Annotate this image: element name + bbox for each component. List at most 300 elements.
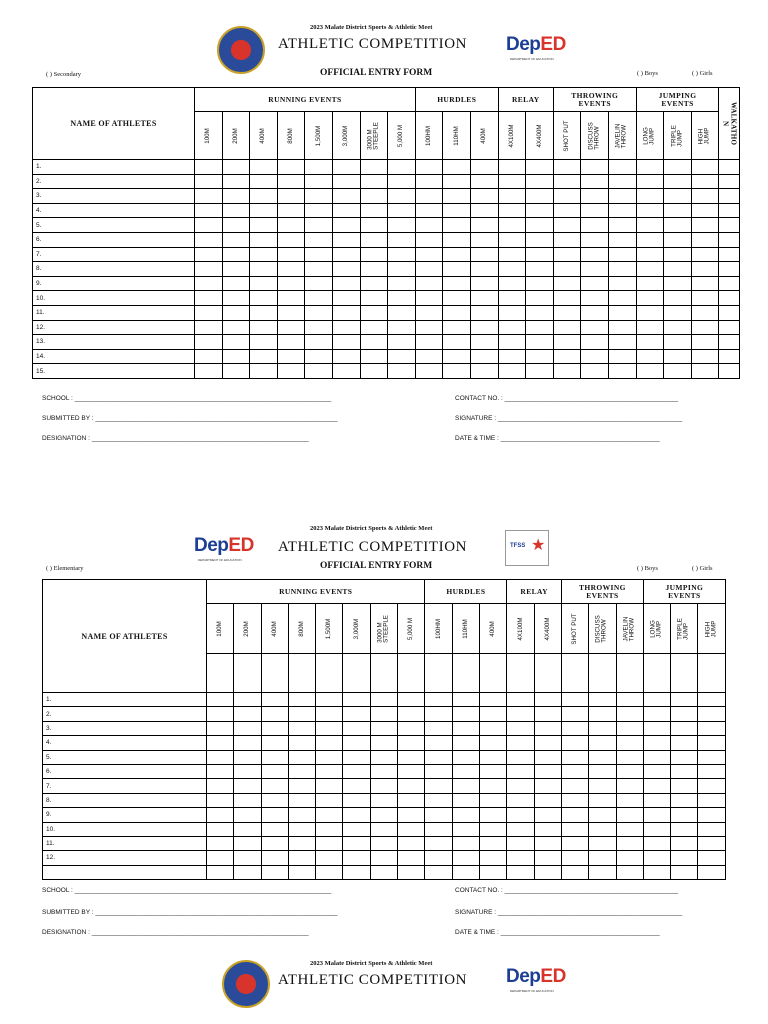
event-entry-cell[interactable] xyxy=(526,203,554,218)
event-entry-cell[interactable] xyxy=(452,851,479,865)
event-entry-cell[interactable] xyxy=(691,160,719,175)
event-entry-cell[interactable] xyxy=(316,764,343,778)
event-entry-cell[interactable] xyxy=(443,276,471,291)
designation-field[interactable]: DESIGNATION : ____________________________________________________________ xyxy=(42,929,309,936)
event-entry-cell[interactable] xyxy=(643,822,670,836)
event-entry-cell[interactable] xyxy=(443,174,471,189)
athlete-name-cell[interactable]: 8. xyxy=(33,262,195,277)
event-entry-cell[interactable] xyxy=(316,822,343,836)
event-entry-cell[interactable] xyxy=(636,364,664,379)
event-entry-cell[interactable] xyxy=(305,160,333,175)
event-entry-cell[interactable] xyxy=(526,232,554,247)
event-entry-cell[interactable] xyxy=(643,750,670,764)
girls-option[interactable]: ( ) Girls xyxy=(692,565,713,572)
event-entry-cell[interactable] xyxy=(370,707,397,721)
event-entry-cell[interactable] xyxy=(691,291,719,306)
event-entry-cell[interactable] xyxy=(589,865,616,879)
event-entry-cell[interactable] xyxy=(360,320,388,335)
event-entry-cell[interactable] xyxy=(526,320,554,335)
event-entry-cell[interactable] xyxy=(234,836,261,850)
event-entry-cell[interactable] xyxy=(507,707,534,721)
event-entry-cell[interactable] xyxy=(207,750,234,764)
event-entry-cell[interactable] xyxy=(195,291,223,306)
event-entry-cell[interactable] xyxy=(609,291,637,306)
event-entry-cell[interactable] xyxy=(415,305,443,320)
event-entry-cell[interactable] xyxy=(222,232,250,247)
event-entry-cell[interactable] xyxy=(664,247,692,262)
event-entry-cell[interactable] xyxy=(370,764,397,778)
event-entry-cell[interactable] xyxy=(398,721,425,735)
event-entry-cell[interactable] xyxy=(561,808,588,822)
event-entry-cell[interactable] xyxy=(561,851,588,865)
event-entry-cell[interactable] xyxy=(471,349,499,364)
event-entry-cell[interactable] xyxy=(261,693,288,707)
boys-option[interactable]: ( ) Boys xyxy=(637,70,658,77)
event-entry-cell[interactable] xyxy=(561,764,588,778)
event-entry-cell[interactable] xyxy=(507,808,534,822)
event-entry-cell[interactable] xyxy=(250,174,278,189)
event-entry-cell[interactable] xyxy=(664,174,692,189)
athlete-name-cell[interactable]: 15. xyxy=(33,364,195,379)
event-entry-cell[interactable] xyxy=(195,189,223,204)
event-entry-cell[interactable] xyxy=(471,218,499,233)
event-entry-cell[interactable] xyxy=(636,189,664,204)
event-entry-cell[interactable] xyxy=(207,707,234,721)
event-entry-cell[interactable] xyxy=(222,174,250,189)
event-entry-cell[interactable] xyxy=(526,160,554,175)
event-entry-cell[interactable] xyxy=(526,276,554,291)
athlete-name-cell[interactable]: 5. xyxy=(43,750,207,764)
event-entry-cell[interactable] xyxy=(234,707,261,721)
event-entry-cell[interactable] xyxy=(425,865,452,879)
event-entry-cell[interactable] xyxy=(589,736,616,750)
event-entry-cell[interactable] xyxy=(452,707,479,721)
event-entry-cell[interactable] xyxy=(452,750,479,764)
event-entry-cell[interactable] xyxy=(616,736,643,750)
event-entry-cell[interactable] xyxy=(234,851,261,865)
event-entry-cell[interactable] xyxy=(316,721,343,735)
event-entry-cell[interactable] xyxy=(250,349,278,364)
date-time-field[interactable]: DATE & TIME : ____________________________________________ xyxy=(455,435,660,442)
event-entry-cell[interactable] xyxy=(480,851,507,865)
event-entry-cell[interactable] xyxy=(360,189,388,204)
event-entry-cell[interactable] xyxy=(691,276,719,291)
athlete-name-cell[interactable]: 7. xyxy=(33,247,195,262)
event-entry-cell[interactable] xyxy=(471,160,499,175)
athlete-name-cell[interactable]: 12. xyxy=(33,320,195,335)
event-entry-cell[interactable] xyxy=(581,349,609,364)
event-entry-cell[interactable] xyxy=(360,276,388,291)
event-entry-cell[interactable] xyxy=(526,247,554,262)
event-entry-cell[interactable] xyxy=(471,305,499,320)
event-entry-cell[interactable] xyxy=(343,779,370,793)
event-entry-cell[interactable] xyxy=(316,836,343,850)
event-entry-cell[interactable] xyxy=(581,335,609,350)
event-entry-cell[interactable] xyxy=(471,232,499,247)
event-entry-cell[interactable] xyxy=(534,736,561,750)
event-entry-cell[interactable] xyxy=(498,174,526,189)
event-entry-cell[interactable] xyxy=(288,793,315,807)
event-entry-cell[interactable] xyxy=(480,707,507,721)
event-entry-cell[interactable] xyxy=(553,349,581,364)
event-entry-cell[interactable] xyxy=(415,320,443,335)
event-entry-cell[interactable] xyxy=(616,750,643,764)
event-entry-cell[interactable] xyxy=(719,174,740,189)
event-entry-cell[interactable] xyxy=(222,160,250,175)
event-entry-cell[interactable] xyxy=(553,189,581,204)
event-entry-cell[interactable] xyxy=(360,160,388,175)
event-entry-cell[interactable] xyxy=(719,320,740,335)
event-entry-cell[interactable] xyxy=(195,320,223,335)
event-entry-cell[interactable] xyxy=(277,247,305,262)
event-entry-cell[interactable] xyxy=(643,764,670,778)
event-entry-cell[interactable] xyxy=(498,160,526,175)
event-entry-cell[interactable] xyxy=(643,851,670,865)
event-entry-cell[interactable] xyxy=(664,203,692,218)
event-entry-cell[interactable] xyxy=(534,808,561,822)
event-entry-cell[interactable] xyxy=(360,291,388,306)
event-entry-cell[interactable] xyxy=(222,247,250,262)
event-entry-cell[interactable] xyxy=(664,364,692,379)
event-entry-cell[interactable] xyxy=(616,822,643,836)
event-entry-cell[interactable] xyxy=(343,693,370,707)
event-entry-cell[interactable] xyxy=(698,865,725,879)
event-entry-cell[interactable] xyxy=(616,721,643,735)
event-entry-cell[interactable] xyxy=(388,189,416,204)
event-entry-cell[interactable] xyxy=(534,865,561,879)
event-entry-cell[interactable] xyxy=(636,320,664,335)
event-entry-cell[interactable] xyxy=(277,218,305,233)
event-entry-cell[interactable] xyxy=(305,247,333,262)
athlete-name-cell[interactable]: 10. xyxy=(43,822,207,836)
event-entry-cell[interactable] xyxy=(388,305,416,320)
submitted-by-field[interactable]: SUBMITTED BY : ___________________________________________________________________ xyxy=(42,909,338,916)
event-entry-cell[interactable] xyxy=(195,276,223,291)
event-entry-cell[interactable] xyxy=(234,808,261,822)
event-entry-cell[interactable] xyxy=(671,721,698,735)
event-entry-cell[interactable] xyxy=(195,174,223,189)
event-entry-cell[interactable] xyxy=(360,262,388,277)
event-entry-cell[interactable] xyxy=(343,822,370,836)
event-entry-cell[interactable] xyxy=(616,764,643,778)
event-entry-cell[interactable] xyxy=(609,232,637,247)
event-entry-cell[interactable] xyxy=(222,203,250,218)
athlete-name-cell[interactable]: 1. xyxy=(43,693,207,707)
event-entry-cell[interactable] xyxy=(498,349,526,364)
event-entry-cell[interactable] xyxy=(471,364,499,379)
event-entry-cell[interactable] xyxy=(207,721,234,735)
event-entry-cell[interactable] xyxy=(388,160,416,175)
event-entry-cell[interactable] xyxy=(316,693,343,707)
event-entry-cell[interactable] xyxy=(526,305,554,320)
event-entry-cell[interactable] xyxy=(471,262,499,277)
event-entry-cell[interactable] xyxy=(643,736,670,750)
event-entry-cell[interactable] xyxy=(698,736,725,750)
event-entry-cell[interactable] xyxy=(719,335,740,350)
event-entry-cell[interactable] xyxy=(288,707,315,721)
event-entry-cell[interactable] xyxy=(305,218,333,233)
event-entry-cell[interactable] xyxy=(498,335,526,350)
event-entry-cell[interactable] xyxy=(398,736,425,750)
athlete-name-cell[interactable]: 6. xyxy=(43,764,207,778)
event-entry-cell[interactable] xyxy=(234,721,261,735)
contact-field[interactable]: CONTACT NO. : ________________________________________________ xyxy=(455,887,679,894)
elementary-option[interactable]: ( ) Elementary xyxy=(46,565,84,572)
event-entry-cell[interactable] xyxy=(589,693,616,707)
event-entry-cell[interactable] xyxy=(561,750,588,764)
event-entry-cell[interactable] xyxy=(316,793,343,807)
event-entry-cell[interactable] xyxy=(534,764,561,778)
event-entry-cell[interactable] xyxy=(609,320,637,335)
event-entry-cell[interactable] xyxy=(261,851,288,865)
event-entry-cell[interactable] xyxy=(664,276,692,291)
submitted-by-field[interactable]: SUBMITTED BY : ___________________________________________________________________ xyxy=(42,415,338,422)
event-entry-cell[interactable] xyxy=(195,364,223,379)
event-entry-cell[interactable] xyxy=(553,232,581,247)
event-entry-cell[interactable] xyxy=(589,822,616,836)
event-entry-cell[interactable] xyxy=(425,836,452,850)
event-entry-cell[interactable] xyxy=(636,160,664,175)
event-entry-cell[interactable] xyxy=(288,764,315,778)
event-entry-cell[interactable] xyxy=(415,291,443,306)
event-entry-cell[interactable] xyxy=(534,693,561,707)
event-entry-cell[interactable] xyxy=(332,174,360,189)
athlete-name-cell[interactable]: 2. xyxy=(43,707,207,721)
event-entry-cell[interactable] xyxy=(443,320,471,335)
event-entry-cell[interactable] xyxy=(443,349,471,364)
event-entry-cell[interactable] xyxy=(698,822,725,836)
event-entry-cell[interactable] xyxy=(360,364,388,379)
event-entry-cell[interactable] xyxy=(195,335,223,350)
athlete-name-cell[interactable]: 10. xyxy=(33,291,195,306)
event-entry-cell[interactable] xyxy=(664,305,692,320)
event-entry-cell[interactable] xyxy=(534,793,561,807)
event-entry-cell[interactable] xyxy=(415,262,443,277)
event-entry-cell[interactable] xyxy=(360,218,388,233)
event-entry-cell[interactable] xyxy=(332,203,360,218)
event-entry-cell[interactable] xyxy=(498,232,526,247)
event-entry-cell[interactable] xyxy=(370,750,397,764)
event-entry-cell[interactable] xyxy=(425,764,452,778)
event-entry-cell[interactable] xyxy=(343,793,370,807)
event-entry-cell[interactable] xyxy=(452,793,479,807)
event-entry-cell[interactable] xyxy=(398,693,425,707)
event-entry-cell[interactable] xyxy=(553,160,581,175)
event-entry-cell[interactable] xyxy=(561,865,588,879)
event-entry-cell[interactable] xyxy=(507,822,534,836)
event-entry-cell[interactable] xyxy=(616,707,643,721)
event-entry-cell[interactable] xyxy=(388,291,416,306)
event-entry-cell[interactable] xyxy=(643,721,670,735)
event-entry-cell[interactable] xyxy=(498,305,526,320)
event-entry-cell[interactable] xyxy=(261,707,288,721)
event-entry-cell[interactable] xyxy=(207,779,234,793)
signature-field[interactable]: SIGNATURE : ___________________________________________________ xyxy=(455,909,683,916)
athlete-name-cell[interactable]: 14. xyxy=(33,349,195,364)
event-entry-cell[interactable] xyxy=(305,305,333,320)
event-entry-cell[interactable] xyxy=(561,736,588,750)
event-entry-cell[interactable] xyxy=(415,232,443,247)
event-entry-cell[interactable] xyxy=(360,349,388,364)
event-entry-cell[interactable] xyxy=(616,779,643,793)
event-entry-cell[interactable] xyxy=(581,276,609,291)
event-entry-cell[interactable] xyxy=(261,808,288,822)
event-entry-cell[interactable] xyxy=(388,320,416,335)
event-entry-cell[interactable] xyxy=(195,232,223,247)
event-entry-cell[interactable] xyxy=(261,721,288,735)
event-entry-cell[interactable] xyxy=(388,276,416,291)
event-entry-cell[interactable] xyxy=(698,693,725,707)
event-entry-cell[interactable] xyxy=(415,364,443,379)
event-entry-cell[interactable] xyxy=(616,793,643,807)
event-entry-cell[interactable] xyxy=(480,822,507,836)
athlete-name-cell[interactable]: 12. xyxy=(43,851,207,865)
event-entry-cell[interactable] xyxy=(343,736,370,750)
event-entry-cell[interactable] xyxy=(425,851,452,865)
event-entry-cell[interactable] xyxy=(561,822,588,836)
event-entry-cell[interactable] xyxy=(589,779,616,793)
event-entry-cell[interactable] xyxy=(370,865,397,879)
athlete-name-cell[interactable] xyxy=(43,865,207,879)
event-entry-cell[interactable] xyxy=(316,851,343,865)
event-entry-cell[interactable] xyxy=(480,779,507,793)
event-entry-cell[interactable] xyxy=(719,349,740,364)
event-entry-cell[interactable] xyxy=(452,822,479,836)
event-entry-cell[interactable] xyxy=(443,160,471,175)
event-entry-cell[interactable] xyxy=(671,793,698,807)
event-entry-cell[interactable] xyxy=(305,291,333,306)
event-entry-cell[interactable] xyxy=(719,203,740,218)
event-entry-cell[interactable] xyxy=(691,203,719,218)
event-entry-cell[interactable] xyxy=(471,189,499,204)
event-entry-cell[interactable] xyxy=(507,693,534,707)
event-entry-cell[interactable] xyxy=(398,793,425,807)
event-entry-cell[interactable] xyxy=(671,822,698,836)
event-entry-cell[interactable] xyxy=(360,174,388,189)
event-entry-cell[interactable] xyxy=(643,793,670,807)
event-entry-cell[interactable] xyxy=(643,707,670,721)
event-entry-cell[interactable] xyxy=(332,247,360,262)
event-entry-cell[interactable] xyxy=(553,305,581,320)
event-entry-cell[interactable] xyxy=(452,808,479,822)
event-entry-cell[interactable] xyxy=(195,349,223,364)
event-entry-cell[interactable] xyxy=(360,305,388,320)
event-entry-cell[interactable] xyxy=(553,262,581,277)
event-entry-cell[interactable] xyxy=(636,203,664,218)
event-entry-cell[interactable] xyxy=(370,822,397,836)
event-entry-cell[interactable] xyxy=(553,335,581,350)
event-entry-cell[interactable] xyxy=(719,160,740,175)
event-entry-cell[interactable] xyxy=(288,721,315,735)
event-entry-cell[interactable] xyxy=(671,808,698,822)
event-entry-cell[interactable] xyxy=(332,262,360,277)
event-entry-cell[interactable] xyxy=(664,335,692,350)
event-entry-cell[interactable] xyxy=(288,851,315,865)
event-entry-cell[interactable] xyxy=(691,247,719,262)
event-entry-cell[interactable] xyxy=(664,291,692,306)
event-entry-cell[interactable] xyxy=(316,750,343,764)
event-entry-cell[interactable] xyxy=(636,349,664,364)
event-entry-cell[interactable] xyxy=(370,851,397,865)
event-entry-cell[interactable] xyxy=(671,764,698,778)
event-entry-cell[interactable] xyxy=(507,851,534,865)
event-entry-cell[interactable] xyxy=(343,808,370,822)
event-entry-cell[interactable] xyxy=(507,793,534,807)
event-entry-cell[interactable] xyxy=(664,349,692,364)
event-entry-cell[interactable] xyxy=(452,721,479,735)
event-entry-cell[interactable] xyxy=(443,218,471,233)
event-entry-cell[interactable] xyxy=(581,218,609,233)
event-entry-cell[interactable] xyxy=(589,707,616,721)
event-entry-cell[interactable] xyxy=(398,779,425,793)
event-entry-cell[interactable] xyxy=(250,218,278,233)
event-entry-cell[interactable] xyxy=(250,189,278,204)
event-entry-cell[interactable] xyxy=(581,174,609,189)
event-entry-cell[interactable] xyxy=(443,262,471,277)
school-field[interactable]: SCHOOL : _______________________________________________________________________ xyxy=(42,395,332,402)
event-entry-cell[interactable] xyxy=(398,836,425,850)
event-entry-cell[interactable] xyxy=(316,779,343,793)
event-entry-cell[interactable] xyxy=(616,808,643,822)
athlete-name-cell[interactable]: 4. xyxy=(33,203,195,218)
event-entry-cell[interactable] xyxy=(388,247,416,262)
event-entry-cell[interactable] xyxy=(719,276,740,291)
event-entry-cell[interactable] xyxy=(636,174,664,189)
event-entry-cell[interactable] xyxy=(553,247,581,262)
event-entry-cell[interactable] xyxy=(698,721,725,735)
event-entry-cell[interactable] xyxy=(534,707,561,721)
event-entry-cell[interactable] xyxy=(398,750,425,764)
event-entry-cell[interactable] xyxy=(388,203,416,218)
event-entry-cell[interactable] xyxy=(643,836,670,850)
event-entry-cell[interactable] xyxy=(398,808,425,822)
event-entry-cell[interactable] xyxy=(343,750,370,764)
event-entry-cell[interactable] xyxy=(498,262,526,277)
event-entry-cell[interactable] xyxy=(316,865,343,879)
event-entry-cell[interactable] xyxy=(195,203,223,218)
event-entry-cell[interactable] xyxy=(250,291,278,306)
event-entry-cell[interactable] xyxy=(415,218,443,233)
event-entry-cell[interactable] xyxy=(526,349,554,364)
event-entry-cell[interactable] xyxy=(616,865,643,879)
event-entry-cell[interactable] xyxy=(332,291,360,306)
event-entry-cell[interactable] xyxy=(398,865,425,879)
event-entry-cell[interactable] xyxy=(553,276,581,291)
event-entry-cell[interactable] xyxy=(288,736,315,750)
event-entry-cell[interactable] xyxy=(526,189,554,204)
event-entry-cell[interactable] xyxy=(719,218,740,233)
event-entry-cell[interactable] xyxy=(589,851,616,865)
event-entry-cell[interactable] xyxy=(415,189,443,204)
event-entry-cell[interactable] xyxy=(581,291,609,306)
event-entry-cell[interactable] xyxy=(443,305,471,320)
event-entry-cell[interactable] xyxy=(553,174,581,189)
athlete-name-cell[interactable]: 3. xyxy=(33,189,195,204)
event-entry-cell[interactable] xyxy=(471,174,499,189)
event-entry-cell[interactable] xyxy=(234,865,261,879)
event-entry-cell[interactable] xyxy=(636,335,664,350)
event-entry-cell[interactable] xyxy=(471,247,499,262)
event-entry-cell[interactable] xyxy=(561,836,588,850)
event-entry-cell[interactable] xyxy=(305,262,333,277)
event-entry-cell[interactable] xyxy=(480,865,507,879)
athlete-name-cell[interactable]: 5. xyxy=(33,218,195,233)
event-entry-cell[interactable] xyxy=(288,693,315,707)
event-entry-cell[interactable] xyxy=(609,305,637,320)
designation-field[interactable]: DESIGNATION : ____________________________________________________________ xyxy=(42,435,309,442)
event-entry-cell[interactable] xyxy=(691,364,719,379)
event-entry-cell[interactable] xyxy=(332,335,360,350)
